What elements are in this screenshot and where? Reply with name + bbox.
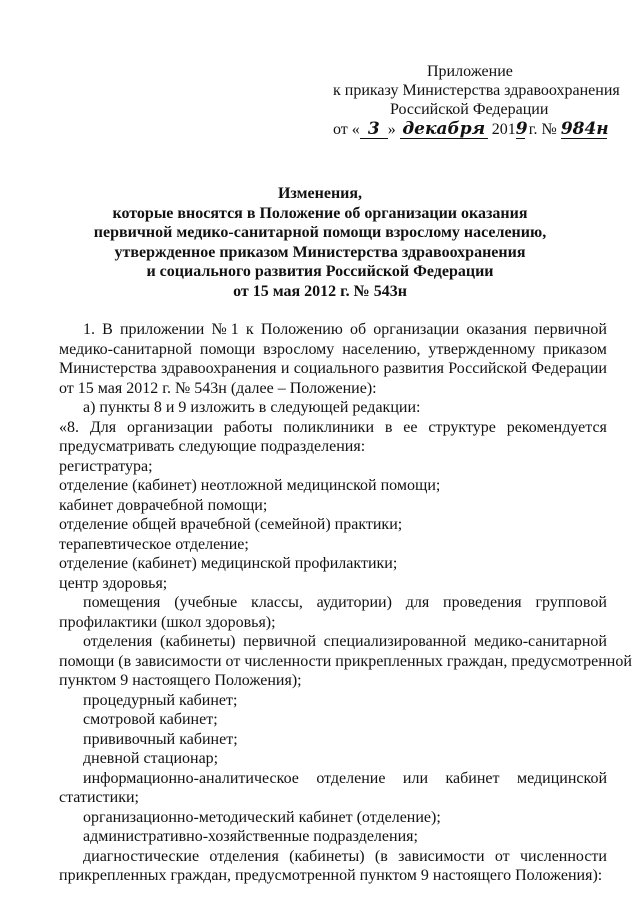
list-item: смотровой кабинет; [83, 711, 218, 728]
body-line: профилактики (школ здоровья); [59, 613, 276, 631]
order-reference: к приказу Министерства здравоохранения [333, 82, 620, 99]
list-item: терапевтическое отделение; [59, 535, 249, 553]
word: приказом [543, 340, 607, 358]
justified-line [59, 593, 607, 613]
justified-line [59, 632, 607, 652]
justified-line [59, 847, 607, 867]
number-prefix: г. № [528, 121, 557, 138]
word: (учебные [174, 594, 238, 611]
body-line: пунктом 9 настоящего Положения); [59, 672, 302, 689]
justified-line [59, 359, 607, 379]
word: групповой [535, 594, 607, 611]
title-line: Изменения, [277, 185, 363, 202]
body-line: от 15 мая 2012 г. № 543н (далее – Положение): [59, 379, 377, 397]
word: организации [373, 321, 460, 338]
word: медико-санитарной [59, 340, 192, 358]
word: аудитории) [316, 594, 392, 611]
list-item: отделение (кабинет) медицинской профилактики; [59, 555, 398, 572]
word: Положению [260, 321, 343, 338]
word: и [280, 360, 290, 377]
word: приложении [119, 321, 205, 338]
order-year-digit: 9 [515, 119, 528, 139]
word: в [384, 418, 393, 436]
word: помощи [199, 340, 256, 358]
document-body [59, 320, 632, 886]
date-mid: » [387, 121, 396, 138]
word: медико-санитарной [474, 633, 607, 650]
word: Российской [448, 360, 528, 377]
word: отделения [83, 633, 153, 650]
body-line: статистики; [59, 789, 139, 806]
body-line: предусматривать следующие подразделения: [59, 438, 366, 455]
order-number: 984н [560, 119, 609, 139]
word: или [402, 769, 429, 787]
word: диагностические [83, 847, 200, 865]
word: Для [89, 418, 117, 436]
justified-line [59, 320, 607, 340]
word: классы, [251, 594, 303, 611]
list-item: центр здоровья; [59, 574, 168, 592]
word: структуре [428, 418, 496, 436]
subitem-a: а) пункты 8 и 9 изложить в следующей редакции: [83, 399, 421, 416]
word: оказания [466, 321, 527, 338]
word: «8. [59, 418, 79, 436]
list-item: дневной стационар; [83, 750, 219, 767]
word: работы [223, 418, 273, 436]
title-line: и социального развития Российской Федерации [146, 263, 494, 280]
word: рекомендуется [506, 418, 607, 436]
word: взрослому [263, 340, 335, 358]
body-line: прикрепленных граждан, предусмотренной пунктом 9 настоящего Положения): [59, 867, 603, 884]
federation-label: Российской Федерации [390, 101, 549, 118]
word: № 1 [211, 321, 239, 338]
word: первичной [534, 321, 607, 338]
word: 1. [83, 321, 95, 338]
word: для [405, 594, 430, 611]
word: численности [520, 847, 607, 865]
list-item: административно-хозяйственные подразделения; [83, 828, 418, 845]
word: отделения [209, 847, 279, 865]
body-line: помощи (в зависимости от численности прикрепленных граждан, предусмотренной [59, 652, 632, 670]
word: (в [374, 847, 388, 865]
word: (кабинеты) [289, 847, 365, 865]
word: кабинет [445, 769, 500, 787]
word: зависимости [398, 847, 485, 865]
word: Федерации [531, 360, 607, 377]
list-item: кабинет доврачебной помощи; [59, 496, 268, 514]
word: ее [403, 418, 418, 436]
title-line: которые вносятся в Положение об организации оказания [112, 204, 528, 222]
list-item: регистратура; [59, 457, 153, 475]
word: В [102, 321, 113, 338]
title-line: первичной медико-санитарной помощи взрослому населению, [93, 224, 547, 241]
word: поликлиники [283, 418, 375, 436]
word: от [494, 847, 510, 865]
word: специализированной [323, 633, 467, 650]
word: об [349, 321, 367, 338]
justified-line [59, 340, 607, 360]
word: проведения [443, 594, 522, 611]
word: организации [126, 418, 213, 436]
word: социального [293, 360, 380, 377]
list-item: организационно-методический кабинет (отделение); [83, 808, 441, 826]
justified-line [59, 769, 607, 789]
list-item: процедурный кабинет; [83, 691, 238, 709]
title-line: от 15 мая 2012 г. № 543н [233, 282, 407, 300]
word: информационно-аналитическое [83, 769, 299, 787]
list-item: отделение (кабинет) неотложной медицинской помощи; [59, 477, 441, 494]
order-day: 3 [360, 120, 388, 139]
word: здравоохранения [160, 360, 277, 377]
word: населению, [342, 340, 421, 358]
year-prefix: 201 [491, 121, 516, 138]
word: медицинской [516, 769, 607, 787]
order-month: декабря [400, 120, 488, 139]
document-title [90, 184, 550, 301]
appendix-label: Приложение [427, 63, 513, 80]
word: Министерства [59, 360, 157, 377]
word: утвержденному [428, 340, 536, 358]
order-date-line [333, 120, 607, 140]
list-item: отделение общей врачебной (семейной) практики; [59, 516, 403, 533]
word: (кабинеты) [160, 633, 236, 650]
word: к [245, 321, 254, 338]
word: помещения [83, 594, 161, 611]
date-prefix: от « [333, 121, 360, 138]
list-item: прививочный кабинет; [83, 730, 238, 748]
word: первичной [243, 633, 317, 650]
title-line: утвержденное приказом Министерства здравоохранения [114, 243, 526, 261]
word: отделение [316, 769, 386, 787]
justified-line [59, 418, 607, 438]
word: развития [383, 360, 444, 377]
